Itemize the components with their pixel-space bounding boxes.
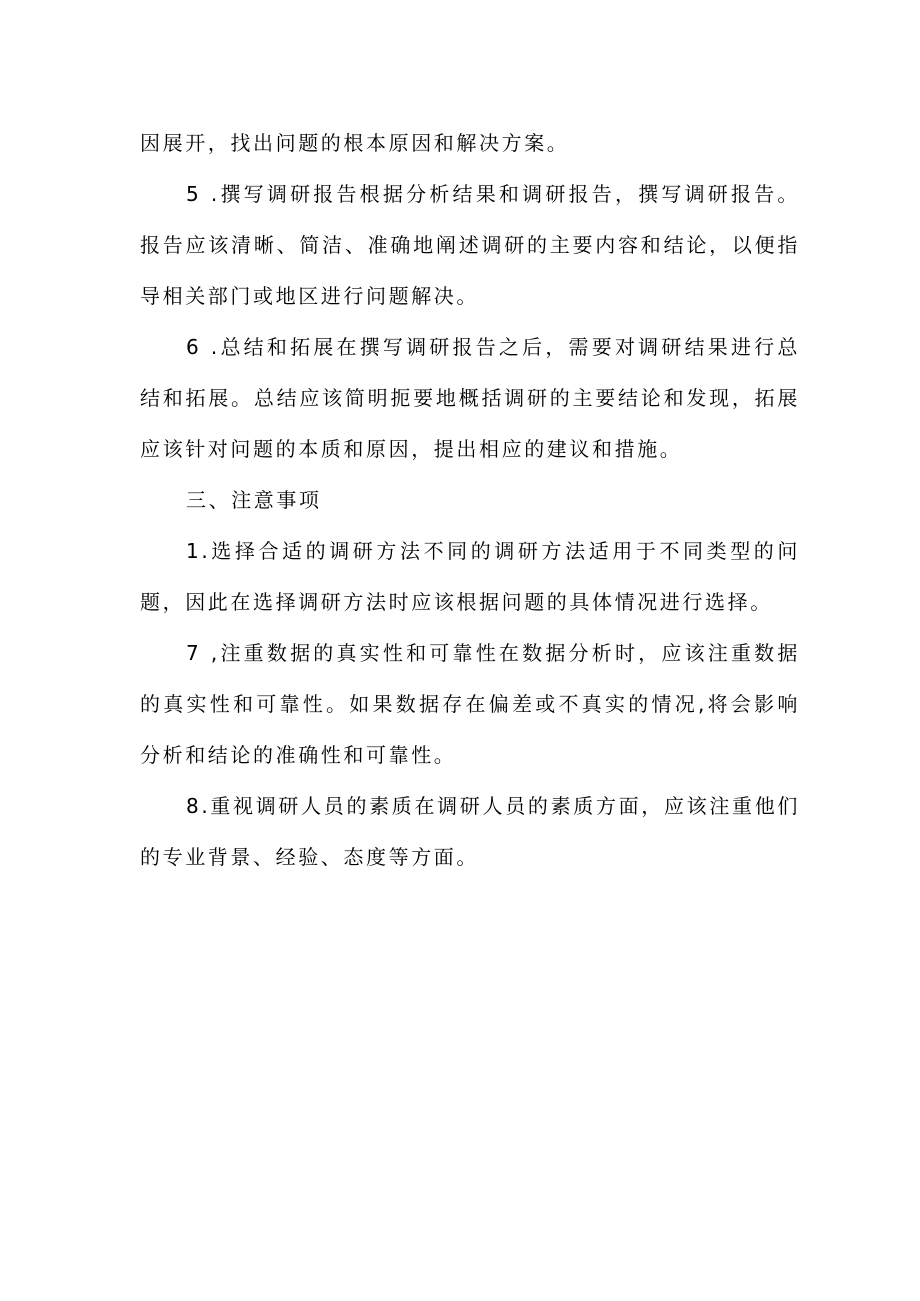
paragraph-continuation: 因展开，找出问题的根本原因和解决方案。 xyxy=(140,131,570,155)
paragraph-note-1: 1.选择合适的调研方法不同的调研方法适用于不同类型的问题，因此在选择调研方法时应该根据问题的具体情况进行选择。 xyxy=(140,539,800,614)
paragraph-note-7: 7 ,注重数据的真实性和可靠性在数据分析时，应该注重数据的真实性和可靠性。如果数据存在偏差或不真实的情况,将会影响分析和结论的准确性和可靠性。 xyxy=(140,641,800,767)
paragraph-note-8: 8.重视调研人员的素质在调研人员的素质方面，应该注重他们的专业背景、经验、态度等方面。 xyxy=(140,794,800,869)
document-body xyxy=(140,118,800,883)
paragraph-item-6: 6 .总结和拓展在撰写调研报告之后，需要对调研结果进行总结和拓展。总结应该简明扼要地概括调研的主要结论和发现，拓展应该针对问题的本质和原因，提出相应的建议和措施。 xyxy=(140,335,800,461)
paragraph-item-5: 5 .撰写调研报告根据分析结果和调研报告，撰写调研报告。报告应该清晰、简洁、准确地阐述调研的主要内容和结论，以便指导相关部门或地区进行问题解决。 xyxy=(140,182,800,308)
section-heading-notes: 三、注意事项 xyxy=(186,488,322,512)
